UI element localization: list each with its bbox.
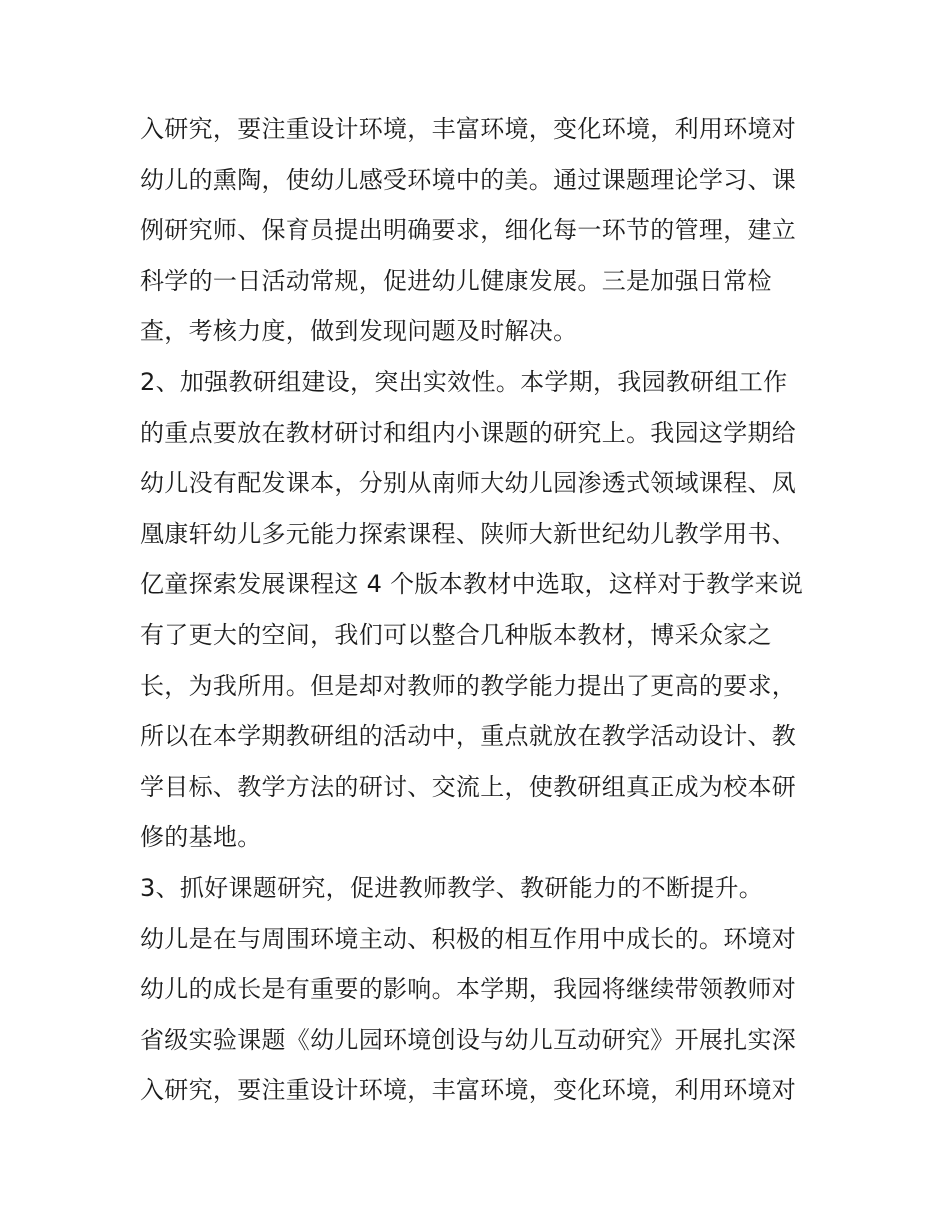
text-line: 长，为我所用。但是却对教师的教学能力提出了更高的要求， <box>140 671 797 700</box>
text-line: 幼儿的熏陶，使幼儿感受环境中的美。通过课题理论学习、课 <box>140 165 797 194</box>
text-line: 幼儿是在与周围环境主动、积极的相互作用中成长的。环境对 <box>140 924 797 953</box>
text-line: 入研究，要注重设计环境，丰富环境，变化环境，利用环境对 <box>140 1076 797 1105</box>
text-line: 所以在本学期教研组的活动中，重点就放在教学活动设计、教 <box>140 722 797 751</box>
text-line: 省级实验课题《幼儿园环境创设与幼儿互动研究》开展扎实深 <box>140 1025 797 1054</box>
text-line: 幼儿没有配发课本，分别从南师大幼儿园渗透式领域课程、凤 <box>140 469 797 498</box>
text-line: 修的基地。 <box>140 823 262 852</box>
text-line: 入研究，要注重设计环境，丰富环境，变化环境，利用环境对 <box>140 115 797 143</box>
text-line: 学目标、教学方法的研讨、交流上，使教研组真正成为校本研 <box>140 772 797 801</box>
text-line: 查，考核力度，做到发现问题及时解决。 <box>140 317 578 346</box>
text-line: 凰康轩幼儿多元能力探索课程、陕师大新世纪幼儿教学用书、 <box>140 519 797 548</box>
text-line: 科学的一日活动常规，促进幼儿健康发展。三是加强日常检 <box>140 266 772 295</box>
text-line: 例研究师、保育员提出明确要求，细化每一环节的管理，建立 <box>140 216 797 245</box>
text-line: 3、抓好课题研究，促进教师教学、教研能力的不断提升。 <box>140 873 764 902</box>
text-line: 的重点要放在教材研讨和组内小课题的研究上。我园这学期给 <box>140 418 797 447</box>
text-line: 有了更大的空间，我们可以整合几种版本教材，博采众家之 <box>140 620 772 649</box>
document-body <box>140 104 820 1116</box>
text-line: 幼儿的成长是有重要的影响。本学期，我园将继续带领教师对 <box>140 975 797 1004</box>
text-line: 亿童探索发展课程这 4 个版本教材中选取，这样对于教学来说 <box>140 570 804 599</box>
text-line: 2、加强教研组建设，突出实效性。本学期，我园教研组工作 <box>140 367 788 396</box>
